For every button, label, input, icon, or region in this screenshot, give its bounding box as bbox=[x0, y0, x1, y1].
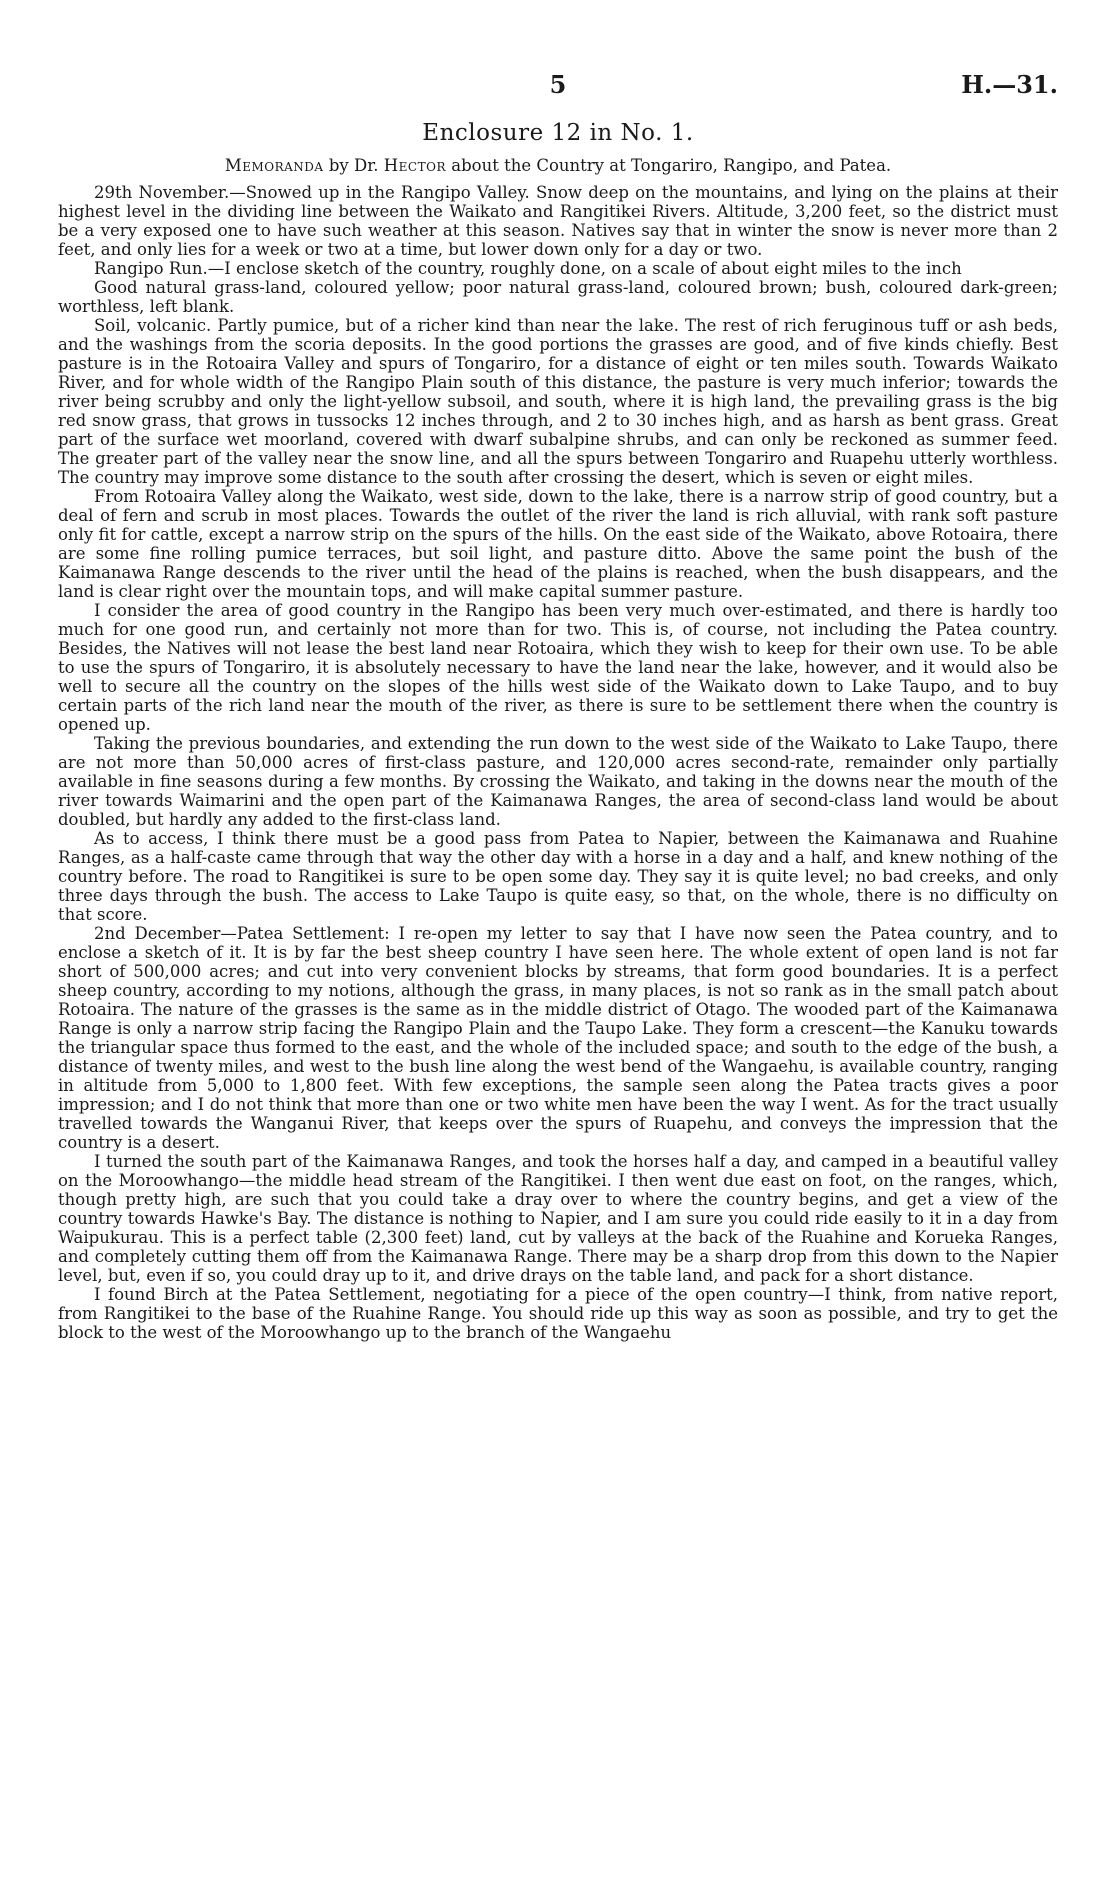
paragraph: 2nd December—Patea Settlement: I re-open my letter to say that I have now seen the Patea country, and to enclose a sketch of it. It is by far the best sheep country I have seen here. The whole extent of open land is not far short of 500,000 acres; and cut into very convenient blocks by streams, that form good boundaries. It is a perfect sheep country, according to my notions, although the grass, in many places, is not so rank as in the small patch about Rotoaira. The nature of the grasses is the same as in the middle district of Otago. The wooded part of the Kaimanawa Range is only a narrow strip facing the Rangipo Plain and the Taupo Lake. They form a crescent—the Kanuku towards the triangular space thus formed to the east, and the whole of the included space; and south to the edge of the bush, a distance of twenty miles, and west to the bush line along the west bend of the Wangaehu, is available country, ranging in altitude from 5,000 to 1,800 feet. With few exceptions, the sample seen along the Patea tracts gives a poor impression; and I do not think that more than one or two white men have been the way I went. As for the tract usually travelled towards the Wanganui River, that keeps over the spurs of Ruapehu, and conveys the impression that the country is a desert. bbox=[58, 924, 1058, 1152]
paragraph: As to access, I think there must be a good pass from Patea to Napier, between the Kaimanawa and Ruahine Ranges, as a half-caste came through that way the other day with a horse in a day and a half, and knew nothing of the country before. The road to Rangitikei is sure to be open some day. They say it is quite level; no bad creeks, and only three days through the bush. The access to Lake Taupo is quite easy, so that, on the whole, there is no difficulty on that score. bbox=[58, 829, 1058, 924]
paragraph: I found Birch at the Patea Settlement, negotiating for a piece of the open country—I think, from native report, from Rangitikei to the base of the Ruahine Range. You should ride up this way as soon as possible, and try to get the block to the west of the Moroowhango up to the branch of the Wangaehu bbox=[58, 1285, 1058, 1342]
memo-heading bbox=[58, 156, 1058, 175]
memo-label: Memoranda bbox=[224, 156, 324, 175]
paragraph: Taking the previous boundaries, and extending the run down to the west side of the Waikato to Lake Taupo, there are not more than 50,000 acres of first-class pasture, and 120,000 acres second-rate, remainder only partially available in fine seasons during a few months. By crossing the Waikato, and taking in the downs near the mouth of the river towards Waimarini and the open part of the Kaimanawa Ranges, the area of second-class land would be about doubled, but hardly any added to the first-class land. bbox=[58, 734, 1058, 829]
memo-subject: about the Country at Tongariro, Rangipo, and Patea. bbox=[451, 156, 892, 175]
paragraph: Rangipo Run.—I enclose sketch of the country, roughly done, on a scale of about eight miles to the inch bbox=[94, 259, 962, 278]
paragraph: Soil, volcanic. Partly pumice, but of a richer kind than near the lake. The rest of rich feruginous tuff or ash beds, and the washings from the scoria deposits. In the good portions the grasses are good, and of five kinds chiefly. Best pasture is in the Rotoaira Valley and spurs of Tongariro, for a distance of eight or ten miles south. Towards Waikato River, and for whole width of the Rangipo Plain south of this distance, the pasture is very much inferior; towards the river being scrubby and only the light-yellow subsoil, and south, where it is high land, the prevailing grass is the big red snow grass, that grows in tussocks 12 inches through, and 2 to 30 inches high, and as harsh as bent grass. Great part of the surface wet moorland, covered with dwarf subalpine shrubs, and can only be reckoned as summer feed. The greater part of the valley near the snow line, and all the spurs between Tongariro and Ruapehu utterly worthless. The country may improve some distance to the south after crossing the desert, which is seven or eight miles. bbox=[58, 316, 1058, 487]
paragraph: I turned the south part of the Kaimanawa Ranges, and took the horses half a day, and camped in a beautiful valley on the Moroowhango—the middle head stream of the Rangitikei. I then went due east on foot, on the ranges, which, though pretty high, are such that you could take a dray over to where the country begins, and get a view of the country towards Hawke's Bay. The distance is nothing to Napier, and I am sure you could ride easily to it in a day from Waipukurau. This is a perfect table (2,300 feet) land, cut by valleys at the back of the Ruahine and Korueka Ranges, and completely cutting them off from the Kaimanawa Range. There may be a sharp drop from this down to the Napier level, but, even if so, you could dray up to it, and drive drays on the table land, and pack for a short distance. bbox=[58, 1152, 1058, 1285]
document-page bbox=[58, 70, 1058, 1342]
series-code: H.—31. bbox=[961, 70, 1058, 99]
page-number: 5 bbox=[549, 70, 567, 99]
enclosure-title: Enclosure 12 in No. 1. bbox=[422, 120, 694, 146]
paragraph: I consider the area of good country in the Rangipo has been very much over-estimated, and there is hardly too much for one good run, and certainly not more than for two. This is, of course, not including the Patea country. Besides, the Natives will not lease the best land near Rotoaira, which they wish to keep for their own use. To be able to use the spurs of Tongariro, it is absolutely necessary to have the land near the lake, however, and it would also be well to secure all the country on the slopes of the hills west side of the Waikato down to Lake Taupo, and to buy certain parts of the rich land near the mouth of the river, as there is sure to be settlement there when the country is opened up. bbox=[58, 601, 1058, 734]
paragraph: 29th November.—Snowed up in the Rangipo Valley. Snow deep on the mountains, and lying on the plains at their highest level in the dividing line between the Waikato and Rangitikei Rivers. Altitude, 3,200 feet, so the district must be a very exposed one to have such weather at this season. Natives say that in winter the snow is never more than 2 feet, and only lies for a week or two at a time, but lower down only for a day or two. bbox=[58, 183, 1058, 259]
document-body bbox=[58, 183, 1058, 1342]
page-header bbox=[58, 70, 1058, 110]
paragraph: Good natural grass-land, coloured yellow; poor natural grass-land, coloured brown; bush, coloured dark-green; worthless, left blank. bbox=[58, 278, 1058, 316]
memo-author: Hector bbox=[383, 156, 446, 175]
memo-by: by Dr. bbox=[328, 156, 379, 175]
paragraph: From Rotoaira Valley along the Waikato, west side, down to the lake, there is a narrow strip of good country, but a deal of fern and scrub in most places. Towards the outlet of the river the land is rich alluvial, with rank soft pasture only fit for cattle, except a narrow strip on the spurs of the hills. On the east side of the Waikato, above Rotoaira, there are some fine rolling pumice terraces, but soil light, and pasture ditto. Above the same point the bush of the Kaimanawa Range descends to the river until the head of the plains is reached, when the bush disappears, and the land is clear right over the mountain tops, and will make capital summer pasture. bbox=[58, 487, 1058, 601]
